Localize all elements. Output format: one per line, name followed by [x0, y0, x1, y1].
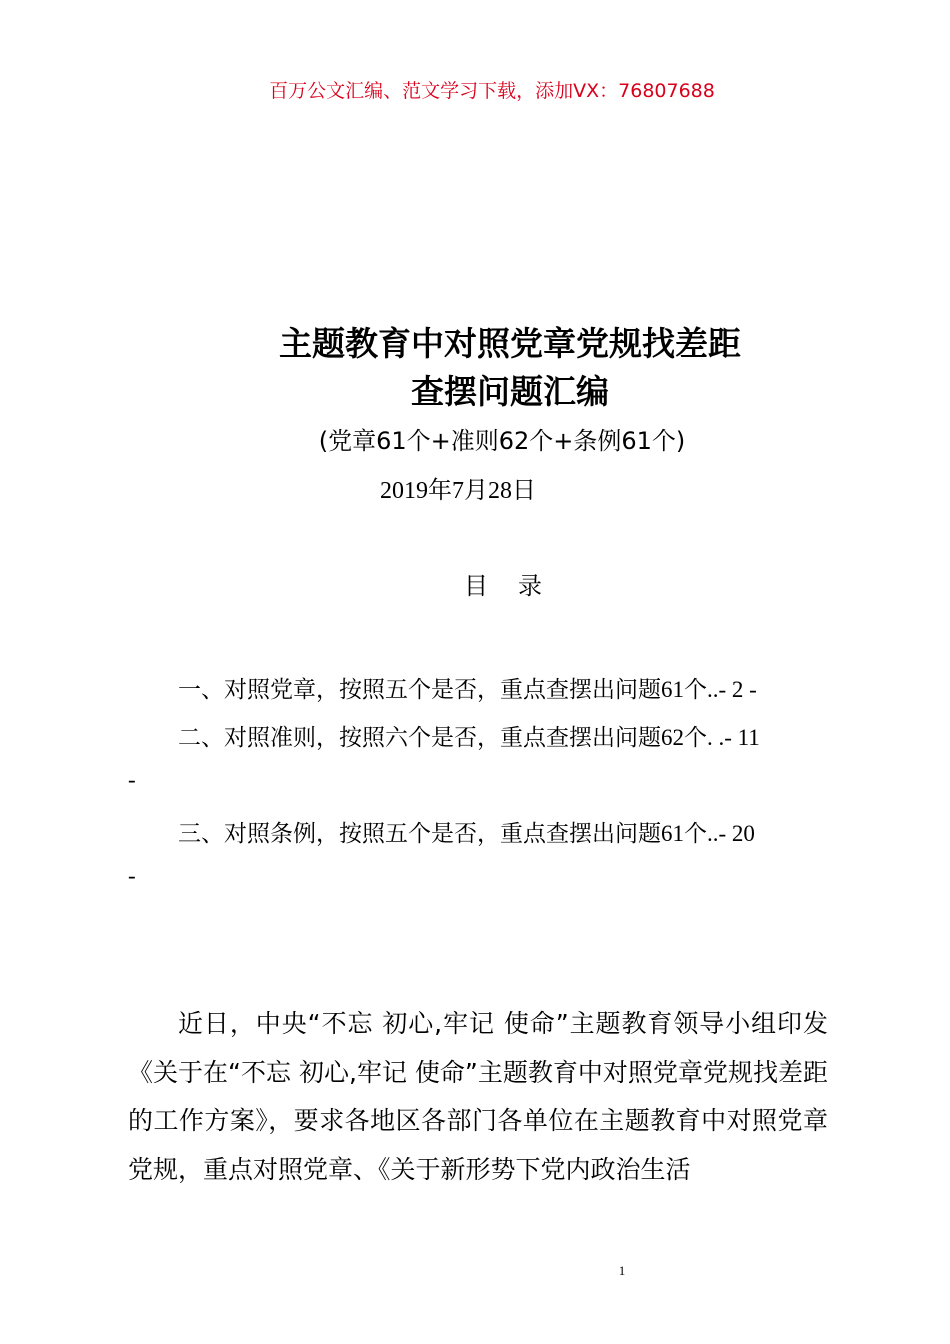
- document-title-line-2: 查摆问题汇编: [411, 372, 609, 411]
- page-number: 1: [618, 1263, 626, 1278]
- toc-heading-part-2: 录: [518, 572, 542, 600]
- toc-item-1[interactable]: 一、对照党章，按照五个是否，重点查摆出问题61个..- 2 -: [178, 677, 757, 702]
- toc-heading-part-1: 目: [464, 572, 488, 600]
- body-paragraph: 近日，中央“不忘 初心,牢记 使命”主题教育领导小组印发《关于在“不忘 初心,牢记 使命”主题教育中对照党章党规找差距的工作方案》，要求各地区各部门各单位在主题教育中对照党章党规，重点对照党章、《关于新形势下党内政治生活: [128, 1009, 828, 1184]
- toc-item-2[interactable]: 二、对照准则，按照六个是否，重点查摆出问题62个. .- 11: [178, 725, 760, 750]
- document-title-line-1: 主题教育中对照党章党规找差距: [279, 324, 741, 363]
- document-date: 2019年7月28日: [380, 478, 536, 504]
- header-note: 百万公文汇编、范文学习下载，添加VX：76807688: [269, 80, 715, 102]
- toc-heading: [464, 566, 542, 601]
- toc-item-3-continuation: -: [128, 863, 136, 888]
- toc-item-2-continuation: -: [128, 767, 136, 792]
- document-subtitle: (党章61个+准则62个+条例61个): [318, 427, 686, 455]
- toc-item-3[interactable]: 三、对照条例，按照五个是否，重点查摆出问题61个..- 20: [178, 821, 755, 846]
